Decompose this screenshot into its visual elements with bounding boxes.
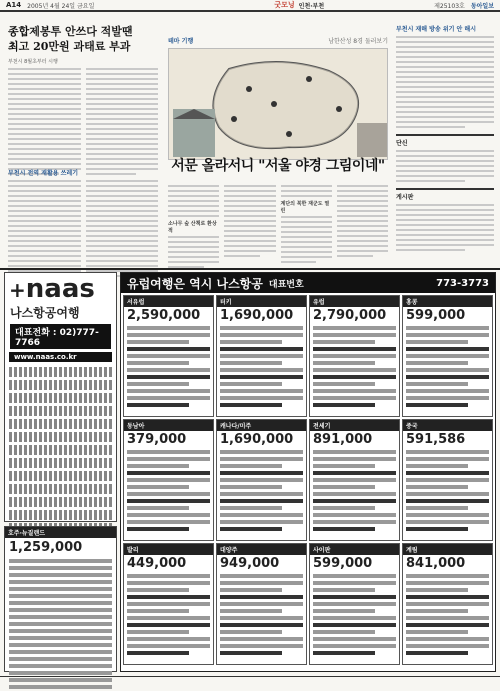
ad-cell-heading: 계림	[403, 544, 492, 555]
page-footer	[0, 676, 500, 691]
ad-cell-heading: 사이판	[310, 544, 399, 555]
ad-cell-price: 841,000	[406, 556, 466, 571]
ad-cell-heading: 대양주	[217, 544, 306, 555]
ad-cell-price: 1,690,000	[220, 308, 294, 323]
oceania-ad-heading: 호주·뉴질랜드	[5, 527, 116, 538]
oceania-ad	[4, 526, 117, 672]
feature-body	[168, 185, 388, 271]
fortress-map-illustration	[168, 48, 388, 160]
feature-subhead-2: 계단의 북한 재군도 열린	[280, 201, 330, 214]
feature-note: 남한산성 8경 둘러보기	[328, 38, 388, 45]
naas-phone: 대표전화 : 02)777-7766	[10, 324, 111, 349]
ad-cell	[402, 295, 493, 417]
ad-cell-heading: 캐나다/미주	[217, 420, 306, 431]
ad-cell-heading: 전세기	[310, 420, 399, 431]
lead-subhead: 부천시 8월초부터 시행	[8, 59, 58, 65]
masthead	[0, 0, 500, 12]
ad-banner	[121, 273, 495, 293]
ad-cell	[216, 543, 307, 665]
sub-article	[8, 168, 158, 280]
naas-company-name: 나스항공여행	[10, 306, 80, 320]
ad-cell-heading: 발리	[124, 544, 213, 555]
news-brief-heading: 단신	[396, 134, 494, 147]
lead-headline-1: 종합제봉투 안쓰다 적발땐	[8, 25, 133, 38]
ad-divider	[0, 268, 500, 270]
ad-cell-heading: 동남아	[124, 420, 213, 431]
ad-cell-price: 949,000	[220, 556, 280, 571]
ad-cell-price: 2,590,000	[127, 308, 201, 323]
ad-cell-heading: 홍콩	[403, 296, 492, 307]
sub-article-heading: 부천시 전역 재활용 쓰레기	[8, 170, 79, 177]
ad-cell	[402, 419, 493, 541]
paper-name: 동아일보	[470, 2, 494, 10]
issue-date: 2005년 4월 24일 금요일	[27, 2, 95, 10]
ad-banner-phone: 773-3773	[436, 277, 489, 289]
travel-ad-block	[120, 272, 496, 672]
ad-cell	[309, 419, 400, 541]
ad-banner-sub: 대표번호	[268, 279, 304, 290]
ad-cell-price: 379,000	[127, 432, 187, 447]
ad-cell-price: 891,000	[313, 432, 373, 447]
feature-tag: 테마 기행	[168, 38, 194, 45]
ad-cell	[123, 295, 214, 417]
right-heading: 부천시 재해 방송 위기 안 해시	[396, 26, 476, 33]
naas-logo: +naas	[9, 274, 95, 304]
ad-cell-price: 591,586	[406, 432, 466, 447]
feature-subhead-1: 소나무 숲 산책로 환상적	[168, 221, 217, 234]
ad-cell	[216, 419, 307, 541]
section-region: 인천·부천	[298, 2, 325, 10]
bulletin-heading: 게시판	[396, 188, 494, 201]
ad-cell-price: 1,690,000	[220, 432, 294, 447]
feature-article	[168, 36, 388, 160]
lead-body	[8, 68, 158, 178]
ad-cell-heading: 서유럽	[124, 296, 213, 307]
feature-headline: 서문 올라서니 "서울 야경 그림이네"	[171, 158, 385, 174]
right-column	[396, 24, 494, 254]
ad-cell-heading: 중국	[403, 420, 492, 431]
ad-cell-heading: 유럽	[310, 296, 399, 307]
map-icon	[169, 49, 388, 160]
ad-cell	[309, 543, 400, 665]
ad-cell	[123, 543, 214, 665]
issue-number: 제25103호	[434, 2, 465, 10]
naas-ad	[4, 272, 117, 522]
ad-cell-price: 2,790,000	[313, 308, 387, 323]
lead-headline-2: 최고 20만원 과태료 부과	[8, 40, 131, 53]
ad-cell	[309, 295, 400, 417]
page-number: A14	[6, 1, 22, 9]
naas-tour-list	[5, 365, 116, 538]
ad-banner-title: 유럽여행은 역시 나스항공	[127, 276, 263, 291]
lead-article	[8, 24, 158, 178]
ad-cell-price: 449,000	[127, 556, 187, 571]
ad-cell-price: 599,000	[406, 308, 466, 323]
oceania-ad-price: 1,259,000	[9, 540, 83, 555]
ad-cell	[402, 543, 493, 665]
ad-cell-heading: 터키	[217, 296, 306, 307]
ad-cell	[216, 295, 307, 417]
naas-url: www.naas.co.kr	[9, 352, 112, 362]
ad-grid	[121, 293, 495, 667]
ad-cell	[123, 419, 214, 541]
section-name: 굿모닝	[274, 0, 295, 9]
ad-cell-price: 599,000	[313, 556, 373, 571]
